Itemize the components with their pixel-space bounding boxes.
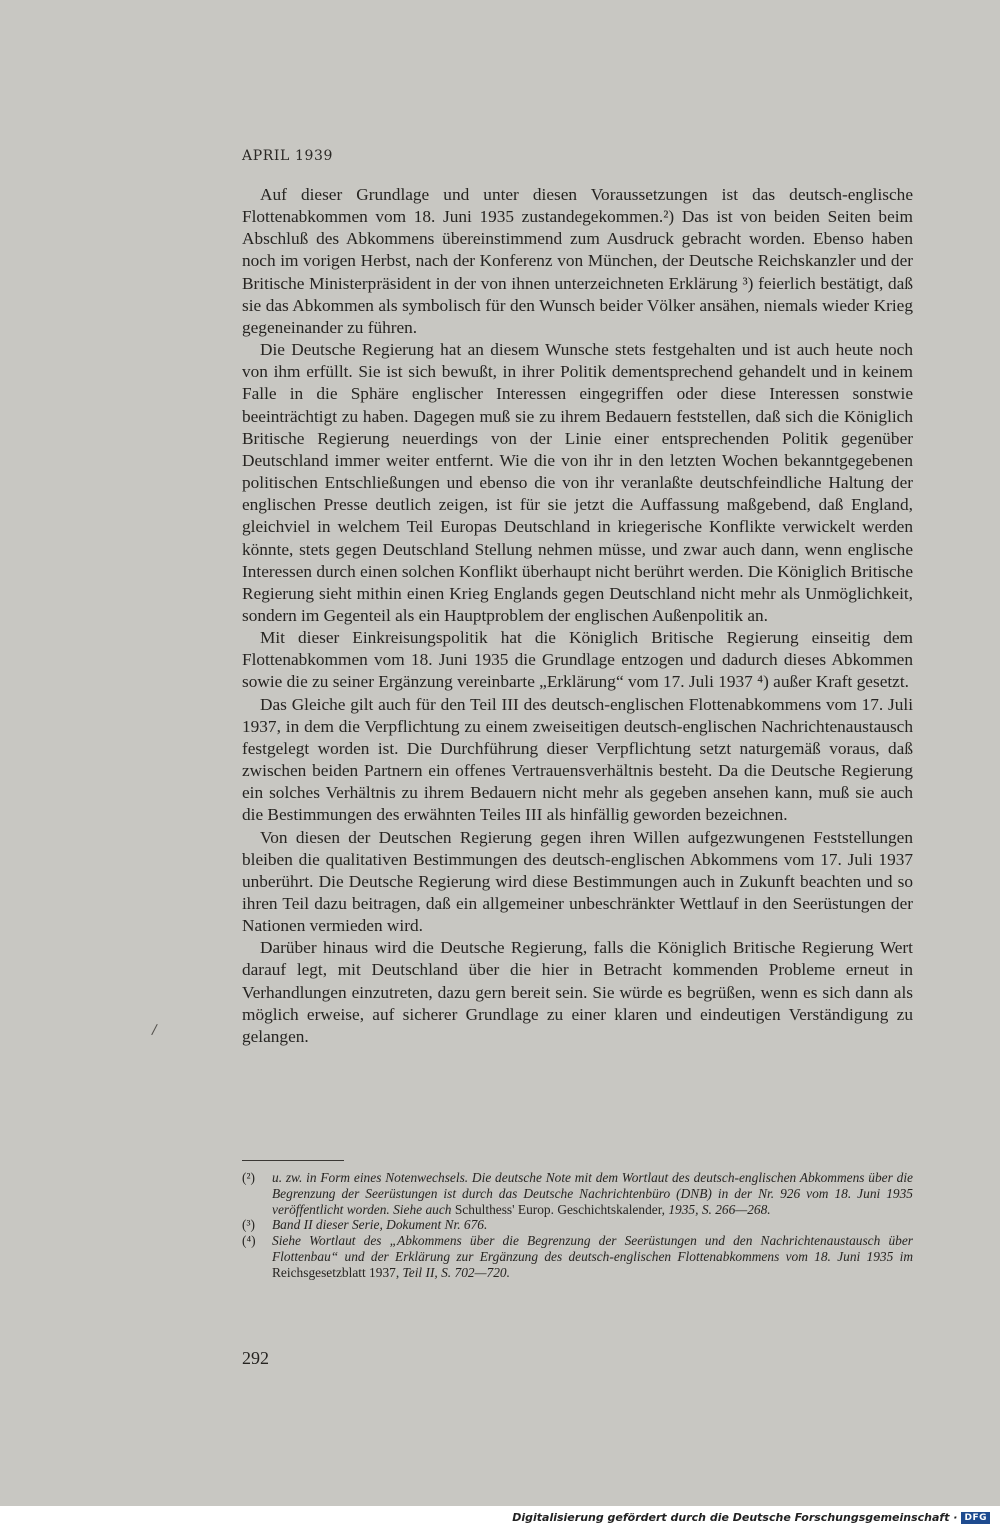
- footnote-italic-text: u. zw. in Form eines Notenwechsels. Die deutsche Note mit dem Wortlaut des deutsch-englischen Abkommens über die Begrenzung der Seerüstungen ist durch das Deutsche Nachrichtenbüro (DNB) in der Nr. 926 vom 18. Juni 1935 veröffentlicht worden. Siehe auch: [272, 1170, 913, 1217]
- paragraph: Auf dieser Grundlage und unter diesen Voraussetzungen ist das deutsch-englische Flottenabkommen vom 18. Juni 1935 zustandegekommen.²) Das ist von beiden Seiten beim Abschluß des Abkommens übereinstimmend zum Ausdruck gebracht worden. Ebenso haben noch im vorigen Herbst, nach der Konferenz von München, der Deutsche Reichskanzler und der Britische Ministerpräsident in der von ihnen unterzeichneten Erklärung ³) feierlich bestätigt, daß sie das Abkommen als symbolisch für den Wunsch beider Völker ansähen, niemals wieder Krieg gegeneinander zu führen.: [242, 185, 913, 337]
- footnote-mark: (²): [242, 1170, 255, 1185]
- footnote: [242, 1170, 913, 1217]
- page-number: 292: [242, 1348, 269, 1368]
- footnote-tail-text: 1935, S. 266—268.: [668, 1201, 771, 1217]
- margin-mark: /: [150, 1021, 159, 1039]
- footnote-upright-text: Schulthess' Europ. Geschichtskalender,: [454, 1201, 665, 1217]
- credit: [512, 1511, 990, 1524]
- footnote-tail-text: Teil II, S. 702—720.: [402, 1264, 510, 1280]
- body-text: [242, 184, 913, 1048]
- footnote-text: [272, 1233, 913, 1280]
- paragraph: Darüber hinaus wird die Deutsche Regierung, falls die Königlich Britische Regierung Wert darauf legt, mit Deutschland über die hier in Betracht kommenden Probleme erneut in Verhandlungen einzutreten, dazu gern bereit sein. Sie würde es begrüßen, wenn es sich dann als möglich erweise, auf sicherer Grundlage zu einer klaren und eindeutigen Verständigung zu gelangen.: [242, 938, 913, 1046]
- paragraph: Das Gleiche gilt auch für den Teil III des deutsch-englischen Flottenabkommens vom 17. Juli 1937, in dem die Verpflichtung zu einem zweiseitigen deutsch-englischen Nachrichtenaustausch festgelegt worden ist. Die Durchführung dieser Verpflichtung setzt naturgemäß voraus, daß zwischen beiden Partnern ein offenes Vertrauensverhältnis besteht. Da die Deutsche Regierung ein solches Verhältnis zu ihrem Bedauern nicht mehr als gegeben ansehen kann, muß sie auch die Bestimmungen des erwähnten Teiles III als hinfällig geworden bezeichnen.: [242, 694, 913, 825]
- dfg-logo-icon: DFG: [961, 1512, 990, 1524]
- footnote-mark: (³): [242, 1217, 255, 1233]
- paragraph: Die Deutsche Regierung hat an diesem Wunsche stets festgehalten und ist auch heute noch von ihm erfüllt. Sie ist sich bewußt, in ihrer Politik dementsprechend gehandelt und in keinem Falle in die Sphäre englischer Interessen eingegriffen oder diese Interessen sonstwie beeinträchtigt zu haben. Dagegen muß sie zu ihrem Bedauern feststellen, daß sich die Königlich Britische Regierung neuerdings von der Linie einer entsprechenden Politik gegenüber Deutschland immer weiter entfernt. Wie die von ihr in den letzten Wochen bekanntgegebenen politischen Entschließungen und ebenso die von ihr veranlaßte deutschfeindliche Haltung der englischen Presse deutlich zeigen, ist für sie jetzt die Auffassung maßgebend, daß England, gleichviel in welchem Teil Europas Deutschland in kriegerische Konflikte verwickelt werden könnte, stets gegen Deutschland Stellung nehmen müsse, und zwar auch dann, wenn englische Interessen durch einen solchen Konflikt überhaupt nicht berührt werden. Die Königlich Britische Regierung sieht mithin einen Krieg Englands gegen Deutschland nicht mehr als Unmöglichkeit, sondern im Gegenteil als ein Hauptproblem der englischen Außenpolitik an.: [242, 340, 913, 625]
- paragraph: Von diesen der Deutschen Regierung gegen ihren Willen aufgezwungenen Feststellungen bleiben die qualitativen Bestimmungen des deutsch-englischen Abkommens vom 17. Juli 1937 unberührt. Die Deutsche Regierung wird diese Bestimmungen auch in Zukunft beachten und so ihren Teil dazu beitragen, daß ein allgemeiner unbeschränkter Wettlauf in den Seerüstungen der Nationen vermieden wird.: [242, 827, 913, 936]
- footnote-mark: (⁴): [242, 1233, 256, 1249]
- credit-bar: [0, 1506, 1000, 1532]
- credit-text: Digitalisierung gefördert durch die Deutsche Forschungsgemeinschaft ·: [512, 1511, 958, 1524]
- footnote-italic-text: Band II dieser Serie, Dokument Nr. 676.: [272, 1217, 488, 1233]
- footnote-text: [272, 1217, 913, 1233]
- footnote-rule: [242, 1160, 344, 1161]
- footnote: [242, 1217, 913, 1233]
- paragraph: Mit dieser Einkreisungspolitik hat die Königlich Britische Regierung einseitig dem Flottenabkommen vom 18. Juni 1935 die Grundlage entzogen und dadurch dieses Abkommen sowie die zu seiner Ergänzung vereinbarte „Erklärung“ vom 17. Juli 1937 ⁴) außer Kraft gesetzt.: [242, 628, 913, 692]
- running-head: APRIL 1939: [242, 148, 333, 164]
- footnote: [242, 1233, 913, 1280]
- footnote-text: [272, 1170, 913, 1217]
- footnotes: [242, 1170, 913, 1281]
- footnote-upright-text: Reichsgesetzblatt 1937,: [272, 1264, 400, 1280]
- footnote-italic-text: Siehe Wortlaut des „Abkommens über die Begrenzung der Seerüstungen und den Nachrichtenaustausch über Flottenbau“ und der Erklärung zur Ergänzung des deutsch-englischen Flottenabkommens vom 18. Juni 1935 im: [272, 1233, 913, 1264]
